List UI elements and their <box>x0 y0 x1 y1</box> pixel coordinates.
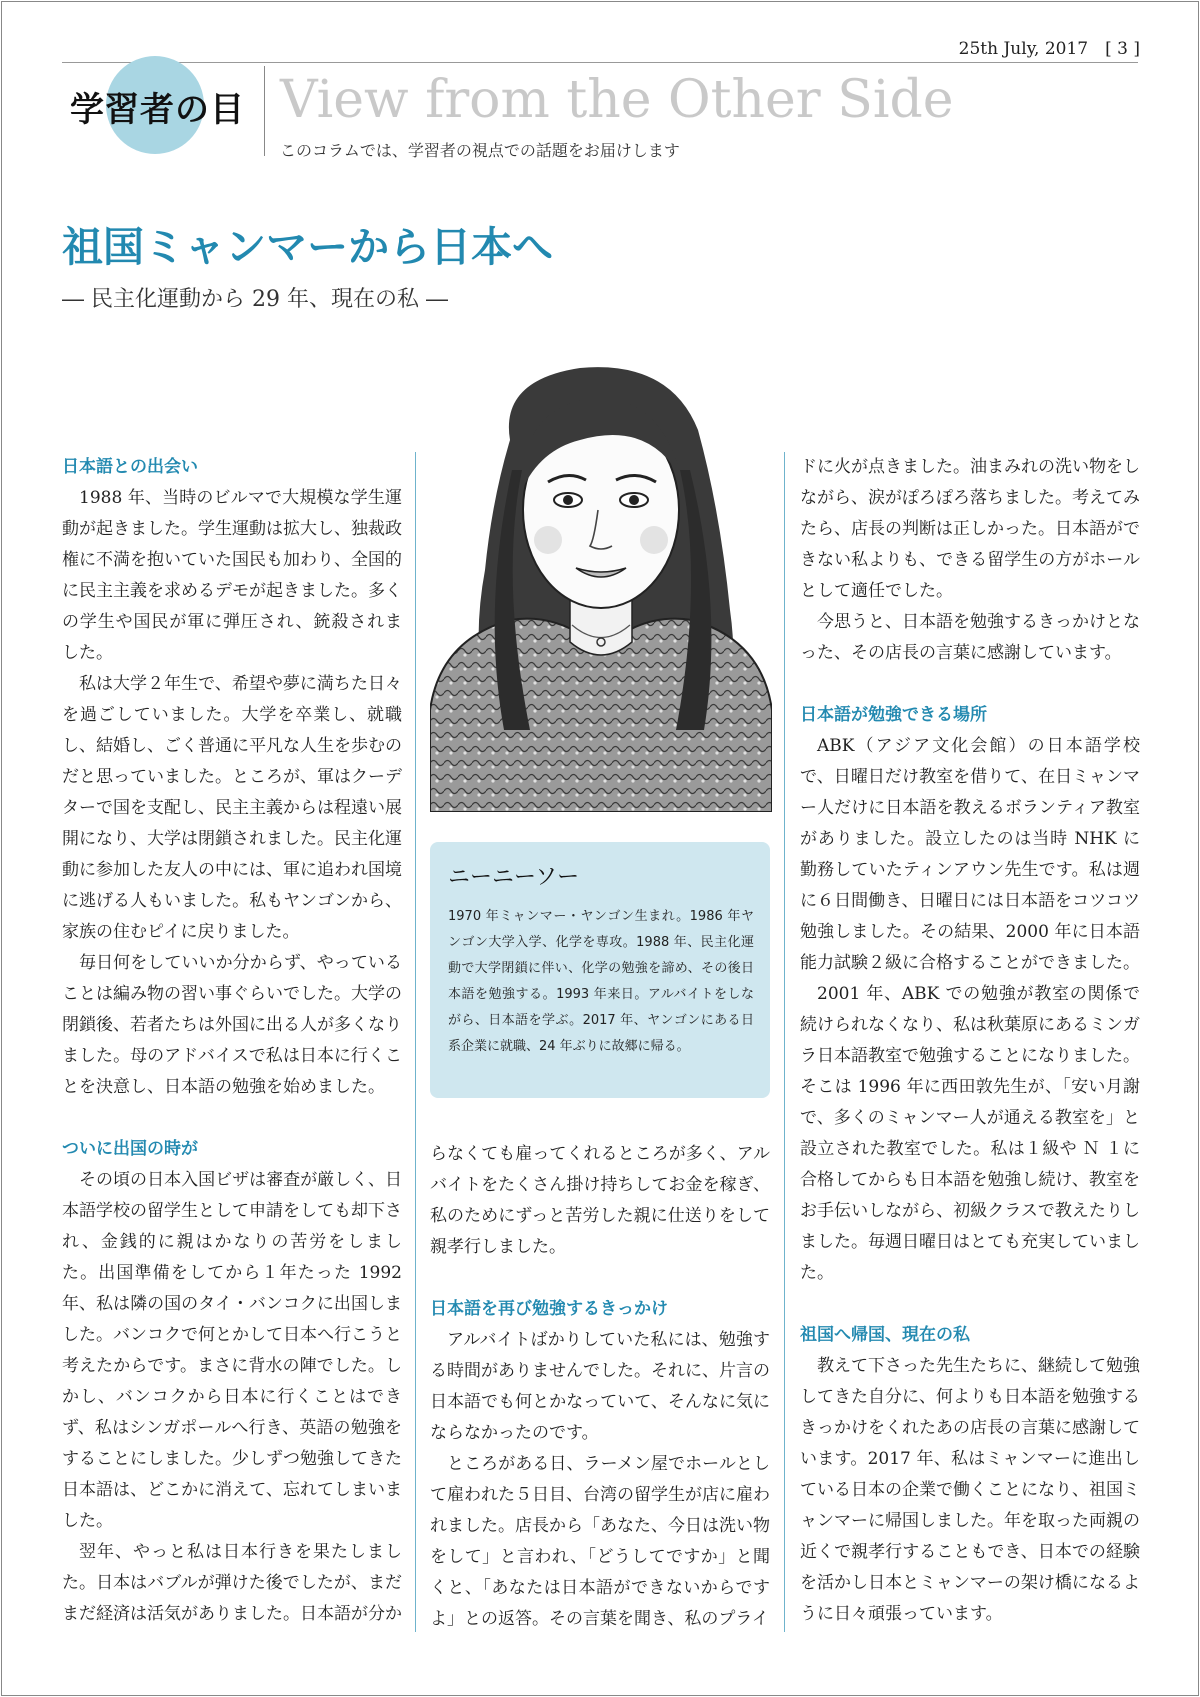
paragraph: 1988 年、当時のビルマで大規模な学生運動が起きました。学生運動は拡大し、独裁政権に不満を抱いていた国民も加わり、全国的に民主主義を求めるデモが起きました。多くの学生や国民が軍に弾圧され、銃殺されました。 <box>62 488 402 663</box>
paragraph: 2001 年、ABK での勉強が教室の関係で続けられなくなり、私は秋葉原にあるミンガラ日本語教室で勉強することになりました。そこは 1996 年に西田敦先生が、「安い月謝で、多くのミャンマー人が通える教室を」と設立された教室でした。私は１級や Ｎ １に合格してからも日本語を勉強し続け、教室をお手伝いしながら、初級クラスで教えたりしました。毎週日曜日はとても充実していました。 <box>800 984 1140 1283</box>
article-title: 祖国ミャンマーから日本へ <box>62 223 554 271</box>
text-column-1 <box>62 452 402 1630</box>
paragraph: 私は大学２年生で、希望や夢に満ちた日々を過ごしていました。大学を卒業し、就職し、結婚し、ごく普通に平凡な人生を歩むのだと思っていました。ところが、軍はクーデターで国を支配し、民主主義からは程遠い展開になり、大学は閉鎖されました。民主化運動に参加した友人の中には、軍に追われ国境に逃げる人もいました。私もヤンゴンから、家族の住むピイに戻りました。 <box>62 674 402 942</box>
section-heading: 日本語が勉強できる場所 <box>800 705 987 725</box>
column-divider <box>784 452 785 1632</box>
issue-date: 25th July, 2017 [ 3 ] <box>958 39 1140 59</box>
column-title: View from the Other Side <box>280 70 954 130</box>
column-divider <box>415 452 416 1632</box>
woman-portrait-icon <box>430 350 772 812</box>
paragraph: ところがある日、ラーメン屋でホールとして雇われた５日目、台湾の留学生が店に雇われました。店長から「あなた、今日は洗い物をして」と言われ、「どうしてですか」と聞くと、「あなたは日本語ができないからですよ」との返答。その言葉を聞き、私のプライ <box>430 1454 770 1629</box>
column-subtitle: このコラムでは、学習者の視点での話題をお届けします <box>280 141 680 160</box>
paragraph: 翌年、やっと私は日本行きを果たしました。日本はバブルが弾けた後でしたが、まだまだ経済は活気がありました。日本語が分か <box>62 1542 402 1624</box>
article-subtitle: ― 民主化運動から 29 年、現在の私 ― <box>62 287 448 312</box>
profile-text: 1970 年ミャンマー・ヤンゴン生まれ。1986 年ヤンゴン大学入学、化学を専攻。1988 年、民主化運動で大学閉鎖に伴い、化学の勉強を諦め、その後日本語を勉強する。1993 年来日。アルバイトをしながら、日本語を学ぶ。2017 年、ヤンゴンにある日系企業に就職、24 年ぶりに故郷に帰る。 <box>448 909 754 1054</box>
paragraph: 毎日何をしていいか分からず、やっていることは編み物の習い事ぐらいでした。大学の閉鎖後、若者たちは外国に出る人が多くなりました。母のアドバイスで私は日本に行くことを決意し、日本語の勉強を始めました。 <box>62 953 402 1097</box>
text-column-3 <box>800 452 1140 1630</box>
text-column-2 <box>430 1139 770 1635</box>
paragraph: らなくても雇ってくれるところが多く、アルバイトをたくさん掛け持ちしてお金を稼ぎ、私のためにずっと苦労した親に仕送りをして親孝行しました。 <box>430 1144 770 1257</box>
profile-box <box>430 842 770 1098</box>
paragraph: 教えて下さった先生たちに、継続して勉強してきた自分に、何よりも日本語を勉強するきっかけをくれたあの店長の言葉に感謝しています。2017 年、私はミャンマーに進出している日本の企業で働くことになり、祖国ミャンマーに帰国しました。年を取った両親の近くで親孝行することもでき、日本での経験を活かし日本とミャンマーの架け橋になるように日々頑張っています。 <box>800 1356 1140 1624</box>
paragraph: 今思うと、日本語を勉強するきっかけとなった、その店長の言葉に感謝しています。 <box>800 612 1140 663</box>
section-heading: ついに出国の時が <box>62 1139 198 1159</box>
paragraph: ドに火が点きました。油まみれの洗い物をしながら、涙がぽろぽろ落ちました。考えてみたら、店長の判断は正しかった。日本語ができない私よりも、できる留学生の方がホールとして適任でした。 <box>800 457 1140 601</box>
header-rule <box>62 62 1138 63</box>
section-heading: 祖国へ帰国、現在の私 <box>800 1325 970 1345</box>
section-heading: 日本語との出会い <box>62 457 198 477</box>
column-logo: 学習者の目 <box>70 90 245 130</box>
section-heading: 日本語を再び勉強するきっかけ <box>430 1299 668 1319</box>
header-divider <box>264 66 265 156</box>
profile-name: ニーニーソー <box>448 865 580 890</box>
paragraph: アルバイトばかりしていた私には、勉強する時間がありませんでした。それに、片言の日本語でも何とかなっていて、そんなに気にならなかったのです。 <box>430 1330 770 1443</box>
paragraph: その頃の日本入国ビザは審査が厳しく、日本語学校の留学生として申請をしても却下され、金銭的に親はかなりの苦労をしました。出国準備をしてから１年たった 1992 年、私は隣の国のタイ・バンコクに出国しました。バンコクで何とかして日本へ行こうと考えたからです。まさに背水の陣でした。しかし、バンコクから日本に行くことはできず、私はシンガポールへ行き、英語の勉強をすることにしました。少しずつ勉強してきた日本語は、どこかに消えて、忘れてしまいました。 <box>62 1170 402 1531</box>
paragraph: ABK（アジア文化会館）の日本語学校で、日曜日だけ教室を借りて、在日ミャンマー人だけに日本語を教えるボランティア教室がありました。設立したのは当時 NHK に勤務していたティンアウン先生です。私は週に６日間働き、日曜日には日本語をコツコツ勉強しました。その結果、2000 年に日本語能力試験２級に合格することができました。 <box>800 736 1140 973</box>
